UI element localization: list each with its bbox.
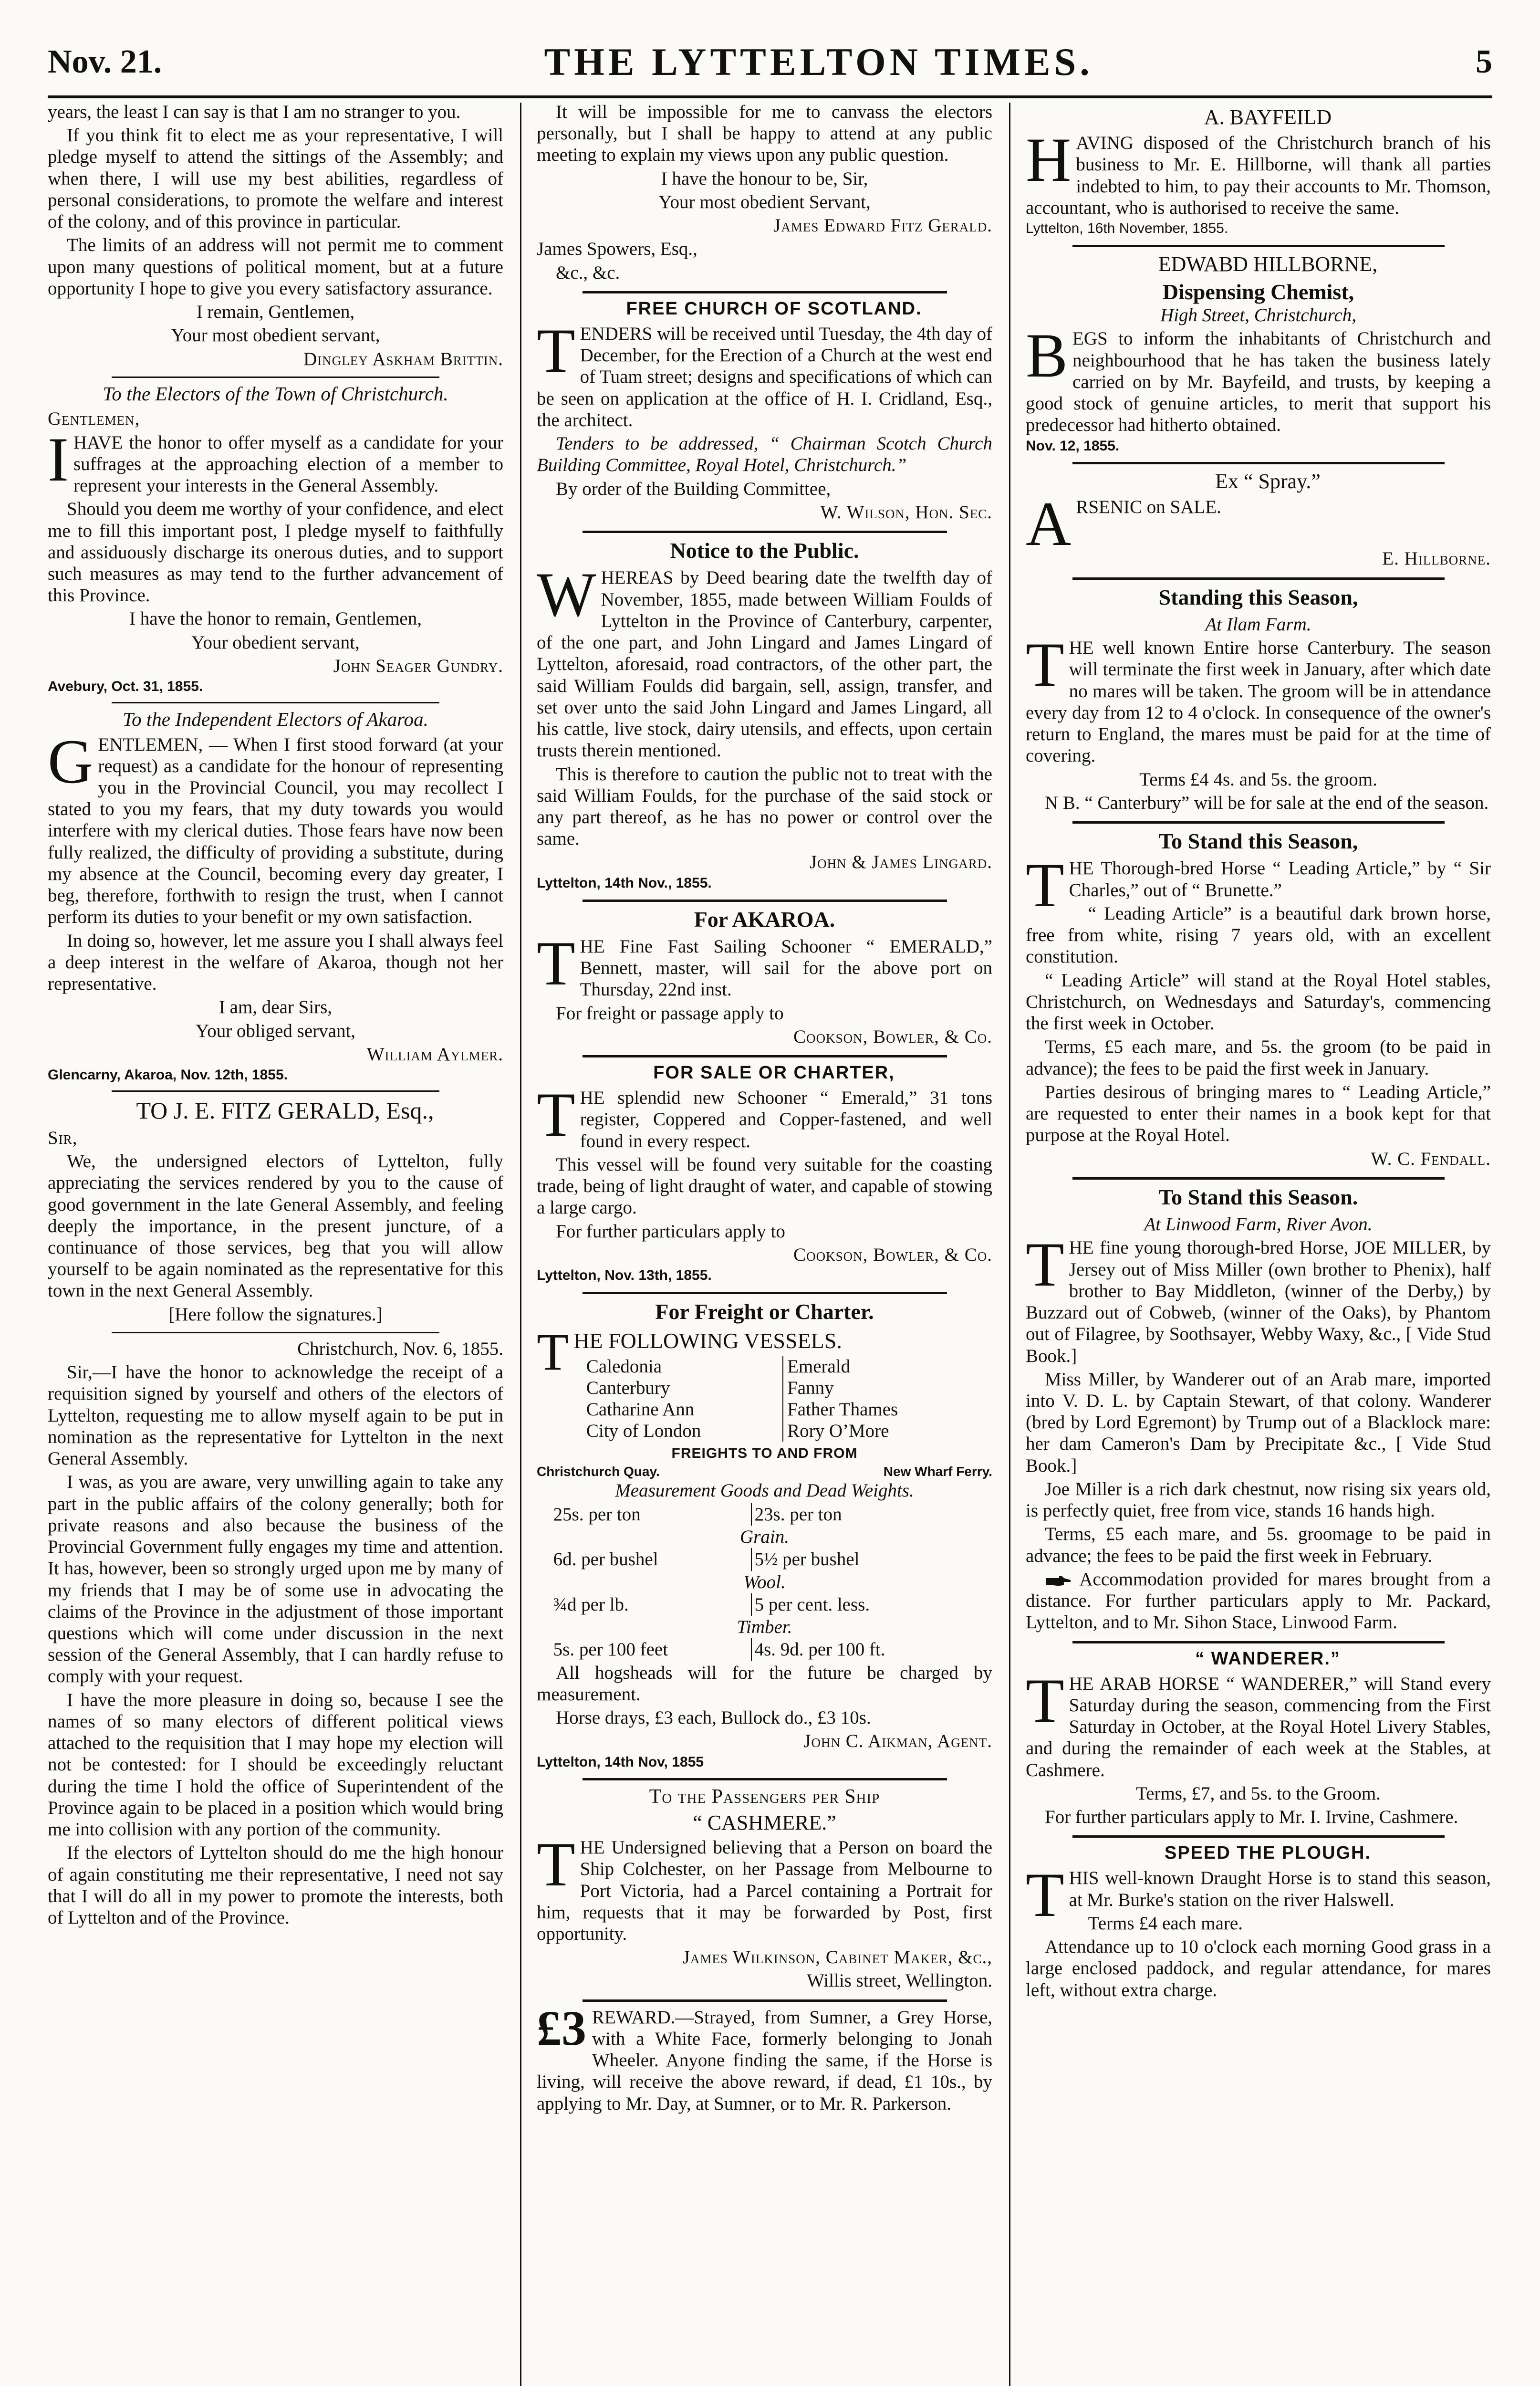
divider <box>1072 462 1445 464</box>
vessel-name: Catharine Ann <box>583 1399 783 1420</box>
divider <box>1072 577 1445 580</box>
divider <box>583 1055 947 1057</box>
canterbury-paragraph <box>1026 629 1491 766</box>
dateline: Lyttelton, Nov. 13th, 1855. <box>537 1267 712 1283</box>
section-heading: FREE CHURCH OF SCOTLAND. <box>626 298 922 319</box>
leading-paragraph <box>1026 850 1491 921</box>
divider <box>1072 245 1445 247</box>
location: At Linwood Farm, River Avon. <box>1144 1214 1373 1235</box>
column-rule-1 <box>520 103 521 2386</box>
recipient-line: &c., &c. <box>556 262 620 283</box>
rate-category-label: Grain. <box>740 1527 789 1548</box>
leading-paragraph: Terms, £5 each mare, and 5s. the groom (to be paid in advance); the fees to be paid the first week in January. <box>1026 1036 1491 1079</box>
signature: John Seager Gundry. <box>333 655 503 676</box>
section-heading: “ WANDERER.” <box>1195 1648 1341 1669</box>
gundry-paragraph <box>48 424 503 497</box>
drop-cap: T <box>1026 1860 1064 1930</box>
freights-from: Christchurch Quay. <box>537 1464 660 1479</box>
drop-cap: H <box>1026 125 1072 195</box>
addressee: To the Independent Electors of Akaroa. <box>123 708 428 730</box>
section-heading: To the Passengers per Ship <box>649 1786 880 1808</box>
freight-paragraph: All hogsheads will for the future be charged by measurement. <box>537 1662 992 1705</box>
masthead-rule <box>48 95 1492 98</box>
signature: W. Wilson, Hon. Sec. <box>820 502 992 523</box>
rate-quay: 25s. per ton <box>553 1504 641 1525</box>
section-heading: Notice to the Public. <box>670 538 859 563</box>
signature: W. C. Fendall. <box>1371 1148 1491 1169</box>
reward-amount: £3 <box>537 2000 586 2056</box>
drop-cap: A <box>1026 489 1072 559</box>
notice-paragraph <box>537 559 992 761</box>
dateline: Lyttelton, 14th Nov., 1855. <box>537 875 712 891</box>
signature: E. Hillborne. <box>1382 548 1491 569</box>
drop-cap: T <box>1026 629 1064 700</box>
cashmere-paragraph <box>537 1829 992 1945</box>
paragraph-text: REWARD.—Strayed, from Sumner, a Grey Horse, with a White Face, formerly belonging to Jonah Wheeler. Anyone finding the same, if the Horse is living, will receive the above reward, if dead, £1 10s., by applying to Mr. Day, at Sumner, or to Mr. R. Parkerson. <box>537 2007 992 2114</box>
paragraph-text: Accommodation provided for mares brought from a distance. For further particulars apply to Mr. Packard, Lyttelton, and to Mr. Sihon Stace, Linwood Farm. <box>1026 1569 1491 1633</box>
signature: Willis street, Wellington. <box>807 1970 992 1991</box>
rate-row <box>551 1593 979 1616</box>
section-heading: To Stand this Season. <box>1158 1184 1358 1209</box>
aylmer-paragraph: In doing so, however, let me assure you I shall always feel a deep interest in the welfare of Akaroa, though not her representative. <box>48 930 503 994</box>
drop-cap: G <box>48 726 94 796</box>
joe-paragraph: Joe Miller is a rich dark chestnut, now rising six years old, is perfectly quiet, free from vice, stands 16 hands high. <box>1026 1478 1491 1521</box>
section-heading: A. BAYFEILD <box>1204 105 1332 129</box>
paragraph-text: HIS well-known Draught Horse is to stand this season, at Mr. Burke's station on the river Halswell. <box>1069 1868 1491 1910</box>
issue-date: Nov. 21. <box>48 43 162 80</box>
freight-paragraph: Horse drays, £3 each, Bullock do., £3 10s. <box>556 1707 871 1728</box>
vessel-row <box>583 1356 983 1377</box>
rates-heading: Measurement Goods and Dead Weights. <box>615 1480 914 1501</box>
section-heading: EDWABD HILLBORNE, <box>1158 252 1378 276</box>
vessel-name: Fanny <box>787 1377 834 1398</box>
vessel-name: Emerald <box>787 1356 851 1377</box>
signature: James Wilkinson, Cabinet Maker, &c., <box>682 1947 992 1968</box>
paragraph-text: HE Thorough-bred Horse “ Leading Article,” by “ Sir Charles,” out of “ Brunette.” <box>1069 858 1491 900</box>
rate-ferry: 23s. per ton <box>751 1503 979 1526</box>
reply-paragraph: I was, as you are aware, very unwilling again to take any part in the public affairs of the colony generally; both for private reasons and also because the business of the Provincial Government fully engages my time and attention. It has, however, been so strongly urged upon me by many of my friends that I may be of some use in advocating the claims of the Province in the adjustment of those important questions which will come under discussion in the next session of the General Assembly, that I can hardly refuse to comply with your request. <box>48 1472 503 1687</box>
aylmer-paragraph <box>48 726 503 928</box>
canterbury-paragraph: N B. “ Canterbury” will be for sale at the end of the season. <box>1045 792 1489 813</box>
divider <box>583 291 947 293</box>
signature: Dingley Askham Brittin. <box>303 348 503 369</box>
freights-label: FREIGHTS TO AND FROM <box>671 1445 858 1462</box>
rate-row <box>551 1638 979 1661</box>
hillborne-paragraph <box>1026 320 1491 436</box>
drop-cap: T <box>1026 850 1064 921</box>
signatures-note: [Here follow the signatures.] <box>168 1304 383 1325</box>
page-number: 5 <box>1476 43 1492 80</box>
vessel-name: City of London <box>583 1420 783 1442</box>
dateline: Avebury, Oct. 31, 1855. <box>48 679 203 695</box>
tender-paragraph <box>537 315 992 431</box>
joe-paragraph: Miss Miller, by Wanderer out of an Arab mare, imported into V. D. L. by Captain Stewart, of that colony. Wanderer (bred by Lord Egremont) by Trump out of a Blacklock mare: her dam Cameron's Dam by Precipitate &c., [ Vide Stud Book.] <box>1026 1369 1491 1476</box>
rate-ferry: 5 per cent. less. <box>751 1593 979 1616</box>
tender-paragraph: Tenders to be addressed, “ Chairman Scotch Church Building Committee, Royal Hotel, Christchurch.” <box>537 433 992 476</box>
vessel-row <box>583 1377 983 1399</box>
rate-quay: 6d. per bushel <box>553 1549 658 1570</box>
terms: Terms, £7, and 5s. to the Groom. <box>1136 1783 1381 1804</box>
rate-category <box>551 1571 979 1593</box>
dateline: Glencarny, Akaroa, Nov. 12th, 1855. <box>48 1067 288 1083</box>
address: High Street, Christchurch, <box>1160 305 1356 326</box>
brittin-paragraph: years, the least I can say is that I am no stranger to you. <box>48 102 461 122</box>
divider <box>583 1999 947 2002</box>
paragraph-text: HAVE the honor to offer myself as a candidate for your suffrages at the approaching election of a member to represent your interests in the General Assembly. <box>73 432 503 496</box>
reply-paragraph: If the electors of Lyttelton should do me the high honour of again constituting me their representative, I need not say that I will do all in my power to promote the interests, both of Lyttelton and of the Province. <box>48 1842 503 1928</box>
wanderer-paragraph: For further particulars apply to Mr. I. Irvine, Cashmere. <box>1045 1807 1458 1828</box>
paragraph-text: HE Undersigned believing that a Person on board the Ship Colchester, on her Passage from Melbourne to Port Victoria, had a Parcel containing a Portrait for him, requests that it may be forwarded by Post, first opportunity. <box>537 1837 992 1944</box>
divider <box>1072 1835 1445 1838</box>
paragraph-text: ENTLEMEN, — When I first stood forward (at your request) as a candidate for the honour of representing you in the Provincial Council, you may recollect I stated to you my fears, that my duty towards you would interfere with my clerical duties. Those fears have now been fully realized, the difficulty of providing a substitute, during my absence at the Council, becoming every day greater, I beg, therefore, forthwith to resign the trust, when I cannot perform its duties to your benefit or my own satisfaction. <box>48 734 503 928</box>
section-heading: Standing this Season, <box>1158 585 1358 609</box>
column-rule-2 <box>1009 103 1010 2386</box>
section-heading: “ CASHMERE.” <box>693 1811 836 1835</box>
rate-category-label: Wool. <box>743 1571 786 1592</box>
paragraph-text: HE ARAB HORSE “ WANDERER,” will Stand every Saturday during the season, commencing from the First Saturday in October, at the Royal Hotel Livery Stables, and during the remainder of each week at the Stables, at Cashmere. <box>1026 1673 1491 1780</box>
closing-line: I am, dear Sirs, <box>219 997 333 1018</box>
closing-line: Your obedient servant, <box>191 632 360 653</box>
drop-cap: W <box>537 559 596 630</box>
paragraph-text: HE splendid new Schooner “ Emerald,” 31 tons register, Coppered and Copper-fastened, and well found in every respect. <box>580 1088 992 1151</box>
masthead <box>48 33 1492 91</box>
section-subheading: Dispensing Chemist, <box>1162 279 1354 304</box>
divider <box>1072 1641 1445 1643</box>
section-heading: SPEED THE PLOUGH. <box>1164 1843 1372 1863</box>
rate-row <box>551 1503 979 1526</box>
vessel-name: Father Thames <box>787 1399 898 1420</box>
divider <box>583 531 947 533</box>
vessel-name: Caledonia <box>583 1356 783 1377</box>
drop-cap: B <box>1026 320 1068 391</box>
rates-table <box>551 1503 979 1661</box>
pointing-hand-icon <box>1045 1574 1072 1588</box>
gundry-paragraph: Should you deem me worthy of your confidence, and elect me to fill this important post, I pledge myself to faithfully and assiduously discharge its onerous duties, and to support such measures as may tend to the further advancement of this Province. <box>48 499 503 606</box>
rate-category <box>551 1616 979 1638</box>
divider <box>583 1778 947 1780</box>
paragraph-text: RSENIC on SALE. <box>1076 497 1221 518</box>
column-3 <box>1026 101 1491 2386</box>
section-heading: For AKAROA. <box>694 907 835 931</box>
divider <box>112 1332 440 1333</box>
closing-line: Your most obedient Servant, <box>658 191 871 212</box>
dateline: Nov. 12, 1855. <box>1026 438 1120 454</box>
signature: James Edward Fitz Gerald. <box>773 215 992 236</box>
closing-line: I have the honor to remain, Gentlemen, <box>129 608 422 629</box>
location: At Ilam Farm. <box>1205 614 1311 635</box>
paragraph-text: EGS to inform the inhabitants of Christchurch and neighbourhood that he has taken the business lately carried on by Mr. Bayfeild, and trusts, by keeping a good stock of genuine articles, to merit that support his predecessor had hitherto obtained. <box>1026 328 1491 436</box>
dateline: Christchurch, Nov. 6, 1855. <box>297 1338 503 1359</box>
closing-line: Your most obedient servant, <box>171 325 380 346</box>
paragraph-text: HE fine young thorough-bred Horse, JOE MILLER, by Jersey out of Miss Miller (own brother to Phenix), half brother to Bay Middleton, (winner of the Derby,) by Buzzard out of Cobweb, (winner of the Oaks), by Phantom out of Filagree, by Soothsayer, Webby Waxy, &c., [ Vide Stud Book.] <box>1026 1237 1491 1366</box>
plough-paragraph: Terms £4 each mare. <box>1088 1913 1243 1934</box>
reward-paragraph <box>537 2000 992 2114</box>
tender-paragraph: By order of the Building Committee, <box>556 478 831 499</box>
paragraph-text: HE well known Entire horse Canterbury. The season will terminate the first week in January, after which date no mares will be taken. The groom will be in attendance every day from 12 to 4 o'clock. In consequence of the owner's return to England, the mares must be paid for at the time of covering. <box>1026 638 1491 766</box>
vessel-name: Canterbury <box>583 1377 783 1399</box>
reply-paragraph: It will be impossible for me to canvass the electors personally, but I shall be happy to attend at any public meeting to explain my views upon any public question. <box>537 102 992 166</box>
signature: Cookson, Bowler, & Co. <box>793 1026 992 1047</box>
divider <box>1072 1177 1445 1180</box>
drop-cap: T <box>537 1829 575 1900</box>
rate-category-label: Timber. <box>737 1617 792 1638</box>
paragraph-text: AVING disposed of the Christchurch branch of his business to Mr. E. Hillborne, will thank all parties indebted to him, to pay their accounts to Mr. Thomson, accountant, who is authorised to receive the same. <box>1026 133 1491 218</box>
newspaper-title: THE LYTTELTON TIMES. <box>544 40 1093 84</box>
leading-paragraph: “ Leading Article” will stand at the Royal Hotel stables, Christchurch, on Wednesdays and Saturday's, commencing the first week in October. <box>1026 970 1491 1034</box>
divider <box>112 377 440 378</box>
vessel-row <box>583 1420 983 1442</box>
joe-paragraph <box>1026 1569 1491 1633</box>
signature: John C. Aikman, Agent. <box>803 1731 992 1752</box>
drop-cap: T <box>537 928 575 998</box>
leading-paragraph: “ Leading Article” is a beautiful dark brown horse, free from white, rising 7 years old, with an excellent constitution. <box>1026 903 1491 967</box>
closing-line: I have the honour to be, Sir, <box>661 168 868 189</box>
salutation: Sir, <box>48 1127 78 1148</box>
addressee: To the Electors of the Town of Christchurch. <box>103 382 448 405</box>
bayfeild-paragraph <box>1026 125 1491 219</box>
freights-to: New Wharf Ferry. <box>883 1464 992 1479</box>
paragraph-text: HE Fine Fast Sailing Schooner “ EMERALD,” Bennett, master, will sail for the above port on Thursday, 22nd inst. <box>580 936 992 1000</box>
drop-cap: T <box>1026 1665 1064 1736</box>
divider <box>112 702 440 703</box>
notice-paragraph: This is therefore to caution the public not to treat with the said William Foulds, for the purchase of the said stock or any part thereof, as he has no power or control over the same. <box>537 764 992 849</box>
sale-paragraph: For further particulars apply to <box>556 1221 785 1242</box>
joe-paragraph <box>1026 1229 1491 1366</box>
recipient-line: James Spowers, Esq., <box>537 239 697 260</box>
sailing-paragraph: For freight or passage apply to <box>556 1003 784 1024</box>
drop-cap: T <box>1026 1229 1064 1300</box>
dateline: Lyttelton, 16th November, 1855. <box>1026 220 1228 236</box>
leading-paragraph: Parties desirous of bringing mares to “ Leading Article,” are requested to enter their names in a book kept for that purpose at the Royal Hotel. <box>1026 1081 1491 1146</box>
section-heading: For Freight or Charter. <box>655 1299 874 1324</box>
vessel-row <box>583 1399 983 1420</box>
paragraph-text: ENDERS will be received until Tuesday, the 4th day of December, for the Erection of a Church at the west end of Tuam street; designs and specifications of which can be seen on application at the office of H. I. Cridland, Esq., the architect. <box>537 323 992 430</box>
rate-ferry: 5½ per bushel <box>751 1548 979 1570</box>
brittin-paragraph: If you think fit to elect me as your representative, I will pledge myself to attend the sittings of the Assembly; and when there, I will use my best abilities, regardless of personal considerations, to promote the welfare and interest of the colony, and of this province in particular. <box>48 125 503 232</box>
sailing-paragraph <box>537 928 992 1001</box>
signature: William Aylmer. <box>366 1044 503 1065</box>
drop-cap: I <box>48 424 69 494</box>
section-heading: FOR SALE OR CHARTER, <box>653 1063 895 1083</box>
section-heading: To Stand this Season, <box>1158 829 1358 854</box>
signature: Cookson, Bowler, & Co. <box>793 1244 992 1265</box>
joe-paragraph: Terms, £5 each mare, and 5s. groomage to be paid in advance; the fees to be paid the first week in February. <box>1026 1524 1491 1566</box>
rate-quay: ¾d per lb. <box>553 1594 629 1615</box>
divider <box>1072 821 1445 824</box>
divider <box>112 1090 440 1092</box>
plough-paragraph: Attendance up to 10 o'clock each morning Good grass in a large enclosed paddock, and regular attendance, for mares left, without extra charge. <box>1026 1936 1491 2000</box>
section-heading: Ex “ Spray.” <box>1215 470 1321 493</box>
vessel-name: Rory O’More <box>787 1421 889 1442</box>
terms: Terms £4 4s. and 5s. the groom. <box>1139 769 1377 790</box>
dateline: Lyttelton, 14th Nov, 1855 <box>537 1754 704 1770</box>
requisition-paragraph: We, the undersigned electors of Lyttelton, fully appreciating the services rendered by you to the cause of good government in the late General Assembly, and feeling deeply the importance, in the present juncture, of a continuance of those services, beg that you will allow yourself to be again nominated as the representative for this town in the next General Assembly. <box>48 1151 503 1301</box>
rate-row <box>551 1548 979 1570</box>
rate-category <box>551 1526 979 1548</box>
divider <box>583 1292 947 1294</box>
paragraph-text: HE FOLLOWING VESSELS. <box>573 1329 842 1353</box>
rate-quay: 5s. per 100 feet <box>553 1639 668 1660</box>
vessels-table <box>583 1356 983 1442</box>
signature: John & James Lingard. <box>809 852 992 873</box>
rate-ferry: 4s. 9d. per 100 ft. <box>751 1638 979 1661</box>
salutation: Gentlemen, <box>48 408 140 429</box>
sale-paragraph <box>537 1079 992 1152</box>
drop-cap: T <box>537 1079 575 1150</box>
freights-route <box>537 1464 992 1479</box>
paragraph-text: HEREAS by Deed bearing date the twelfth day of November, 1855, made between William Foulds of Lyttelton in the Province of Canterbury, carpenter, of the one part, and John Lingard and James Lingard of Lyttelton, aforesaid, road contractors, of the other part, the said William Foulds did bargain, sell, assign, transfer, and set over unto the said John Lingard and James Lingard, all his cattle, live stock, dairy utensils, and effects, upon certain trusts therein mentioned. <box>537 567 992 761</box>
sale-paragraph: This vessel will be found very suitable for the coasting trade, being of light draught of water, and capable of stowing a large cargo. <box>537 1154 992 1218</box>
section-heading: TO J. E. FITZ GERALD, Esq., <box>136 1097 434 1124</box>
divider <box>583 900 947 902</box>
reply-paragraph: Sir,—I have the honor to acknowledge the receipt of a requisition signed by yourself and others of the electors of Lyttelton, requesting me to allow myself again to be put in nomination as the representative for Lyttelton in the next General Assembly. <box>48 1362 503 1469</box>
column-2 <box>537 101 992 2386</box>
closing-line: Your obliged servant, <box>195 1020 356 1041</box>
brittin-paragraph: The limits of an address will not permit me to comment upon many questions of political moment, but at a future opportunity I hope to give you every satisfactory assurance. <box>48 235 503 299</box>
column-1 <box>48 101 503 2386</box>
drop-cap: T <box>537 315 575 386</box>
wanderer-paragraph <box>1026 1665 1491 1781</box>
closing-line: I remain, Gentlemen, <box>196 302 355 323</box>
reply-paragraph: I have the more pleasure in doing so, because I see the names of so many electors of different political views attached to the requisition that I may hope my election will not be contested: for I should be exceedingly reluctant during the time I hold the office of Superintendent of the Province again to be placed in a position which would bring me into collision with any portion of the community. <box>48 1689 503 1840</box>
drop-cap: T <box>537 1323 569 1381</box>
